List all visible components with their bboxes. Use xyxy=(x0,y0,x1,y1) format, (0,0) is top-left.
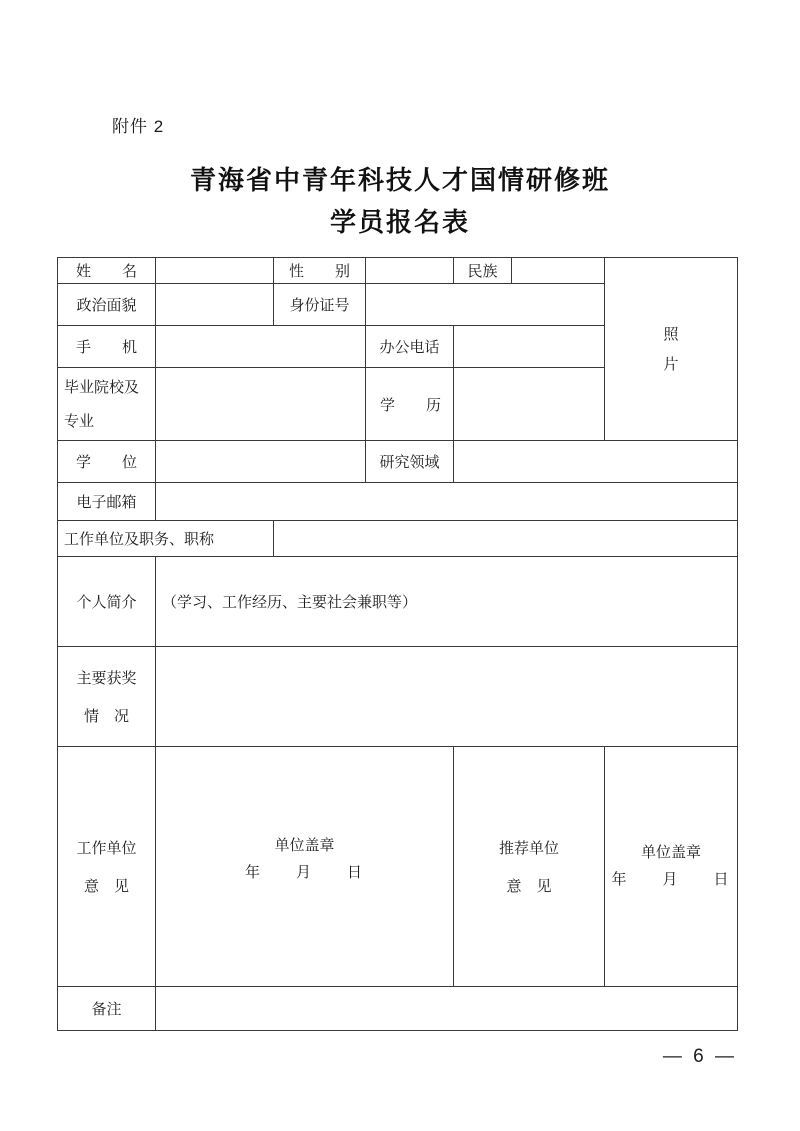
label-personal-profile: 个人简介 xyxy=(58,557,156,647)
field-ethnicity[interactable] xyxy=(512,258,605,284)
table-row xyxy=(58,987,738,1031)
work-unit-seal-date: 年 月 日 xyxy=(244,863,364,881)
recommend-unit-seal-label: 单位盖章 xyxy=(640,843,701,861)
label-name: 姓 名 xyxy=(58,258,156,284)
label-id-number: 身份证号 xyxy=(274,284,366,326)
label-work-unit-opinion xyxy=(58,747,156,987)
label-gender: 性 别 xyxy=(274,258,366,284)
field-office-phone[interactable] xyxy=(454,326,605,368)
label-recommend-unit-opinion xyxy=(454,747,605,987)
table-row xyxy=(58,441,738,483)
label-research-field: 研究领域 xyxy=(366,441,454,483)
field-gender[interactable] xyxy=(366,258,454,284)
label-work-unit-position: 工作单位及职务、职称 xyxy=(58,521,274,557)
photo-placeholder[interactable] xyxy=(605,258,738,441)
photo-label-char-2: 片 xyxy=(663,355,679,373)
field-work-unit-opinion[interactable] xyxy=(156,747,454,987)
photo-label-char-1: 照 xyxy=(663,325,679,343)
recommend-unit-seal-date: 年 月 日 xyxy=(611,870,731,888)
field-personal-profile[interactable]: （学习、工作经历、主要社会兼职等） xyxy=(156,557,738,647)
table-row xyxy=(58,258,738,284)
table-row xyxy=(58,521,738,557)
label-recommend-unit-opinion-line-1: 推荐单位 xyxy=(498,838,559,857)
title-line-1: 青海省中青年科技人才国情研修班 xyxy=(189,166,610,196)
table-row xyxy=(58,747,738,987)
table-row xyxy=(58,647,738,747)
document-title xyxy=(60,160,740,244)
label-awards-line-2: 情 况 xyxy=(83,706,129,725)
field-work-unit-position[interactable] xyxy=(274,521,738,557)
label-mobile: 手 机 xyxy=(58,326,156,368)
field-political-status[interactable] xyxy=(156,284,274,326)
attachment-label: 附件 2 xyxy=(112,117,165,136)
label-degree: 学 位 xyxy=(58,441,156,483)
page-number: — 6 — xyxy=(662,1046,737,1067)
field-remarks[interactable] xyxy=(156,987,738,1031)
field-email[interactable] xyxy=(156,483,738,521)
label-office-phone: 办公电话 xyxy=(366,326,454,368)
field-recommend-unit-opinion[interactable] xyxy=(605,747,738,987)
registration-form-table xyxy=(57,257,738,1031)
label-work-unit-opinion-line-1: 工作单位 xyxy=(76,838,137,857)
table-row xyxy=(58,483,738,521)
label-graduate-school-line-2: 专业 xyxy=(64,412,95,430)
table-row xyxy=(58,557,738,647)
label-awards-line-1: 主要获奖 xyxy=(76,668,137,687)
field-mobile[interactable] xyxy=(156,326,366,368)
field-research-field[interactable] xyxy=(454,441,738,483)
field-education[interactable] xyxy=(454,368,605,441)
label-work-unit-opinion-line-2: 意 见 xyxy=(83,876,129,895)
label-email: 电子邮箱 xyxy=(58,483,156,521)
label-political-status: 政治面貌 xyxy=(58,284,156,326)
title-line-2: 学员报名表 xyxy=(329,208,470,238)
label-graduate-school xyxy=(58,368,156,441)
field-awards[interactable] xyxy=(156,647,738,747)
label-graduate-school-line-1: 毕业院校及 xyxy=(64,378,140,396)
label-education: 学 历 xyxy=(366,368,454,441)
field-id-number[interactable] xyxy=(366,284,605,326)
field-graduate-school[interactable] xyxy=(156,368,366,441)
field-degree[interactable] xyxy=(156,441,366,483)
field-name[interactable] xyxy=(156,258,274,284)
label-ethnicity: 民族 xyxy=(454,258,512,284)
label-awards xyxy=(58,647,156,747)
work-unit-seal-label: 单位盖章 xyxy=(274,836,335,854)
label-remarks: 备注 xyxy=(58,987,156,1031)
label-recommend-unit-opinion-line-2: 意 见 xyxy=(506,876,552,895)
